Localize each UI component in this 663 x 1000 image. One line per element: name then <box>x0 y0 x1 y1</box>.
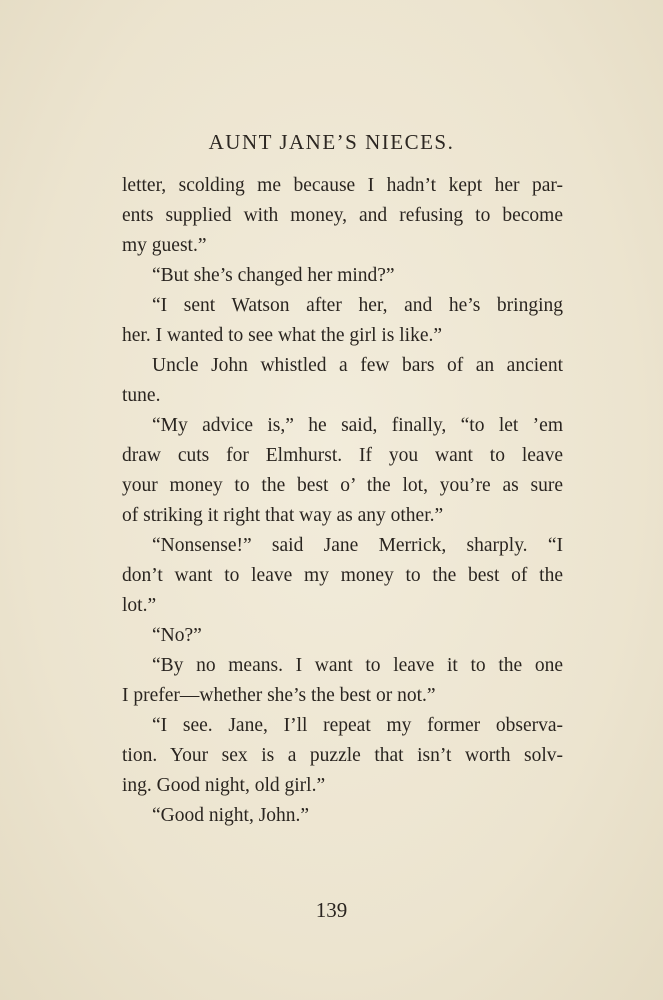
text-line: “Nonsense!” said Jane Merrick, sharply. “I <box>152 535 563 556</box>
text-line: “By no means. I want to leave it to the one <box>152 655 563 676</box>
text-line: “I sent Watson after her, and he’s bringing <box>152 295 563 316</box>
text-line: “My advice is,” he said, finally, “to let ’em <box>152 415 563 436</box>
text-line: I prefer—whether she’s the best or not.” <box>122 685 436 706</box>
text-line: “But she’s changed her mind?” <box>152 265 395 286</box>
text-line: ents supplied with money, and refusing to become <box>122 205 563 226</box>
running-head: AUNT JANE’S NIECES. <box>208 130 455 154</box>
text-line: ing. Good night, old girl.” <box>122 775 326 796</box>
body-text <box>122 171 563 831</box>
text-line: her. I wanted to see what the girl is like.” <box>122 325 443 346</box>
text-line: your money to the best o’ the lot, you’re as sure <box>122 475 563 496</box>
text-line: letter, scolding me because I hadn’t kept her par- <box>122 175 563 196</box>
text-line: tune. <box>122 385 161 406</box>
text-line: “No?” <box>152 625 202 646</box>
text-line: Uncle John whistled a few bars of an ancient <box>152 355 563 376</box>
text-line: “I see. Jane, I’ll repeat my former observa- <box>152 715 563 736</box>
text-line: “Good night, John.” <box>152 805 310 826</box>
text-line: tion. Your sex is a puzzle that isn’t worth solv- <box>122 745 563 766</box>
text-line: draw cuts for Elmhurst. If you want to leave <box>122 445 563 466</box>
text-line: my guest.” <box>122 235 207 256</box>
page-number: 139 <box>315 898 348 922</box>
text-line: of striking it right that way as any other.” <box>122 505 444 526</box>
text-line: lot.” <box>122 595 157 616</box>
text-line: don’t want to leave my money to the best of the <box>122 565 563 586</box>
